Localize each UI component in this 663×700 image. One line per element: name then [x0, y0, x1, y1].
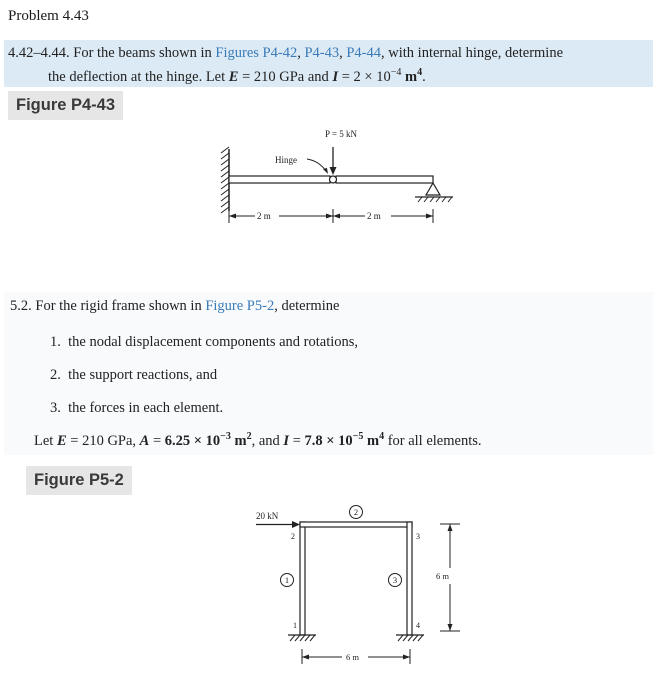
problem-1-text: For the beams shown in — [73, 45, 212, 61]
problem-2-intro-after: , determine — [274, 298, 340, 314]
hinge-leader — [307, 159, 326, 171]
fixed-wall-support — [221, 147, 229, 213]
e-unit: GPa, — [107, 432, 137, 449]
element-1-label: 1 — [284, 575, 290, 585]
list-item — [50, 367, 217, 384]
i-unit: m — [366, 432, 380, 449]
fixed-support-right — [396, 635, 424, 641]
beam-left — [229, 176, 330, 183]
roller-support — [415, 183, 453, 202]
problem-1-line-2: the deflection at the hinge. Let E = 210 GPa and $I = 2 \times 10^{-4}$ $m^4$. — [48, 67, 426, 85]
a-symbol: A — [139, 432, 150, 449]
link-figure-p4-42[interactable]: Figures P4-42 — [215, 45, 298, 61]
list-item-text: the nodal displacement components and rotations, — [68, 334, 359, 350]
column-right — [407, 522, 412, 635]
i-value: 7.8 × 10 — [304, 432, 353, 449]
page-title: Problem 4.43 — [8, 8, 89, 24]
hinge-leader-arrowhead — [323, 168, 328, 174]
i-symbol: I — [283, 432, 290, 449]
node-2-label: 2 — [291, 532, 295, 541]
problem-2-given-values: Let E = 210 GPa, $A = 6.25 \times 10^{-3}$ $m^2$, and $I = 7.8 \times 10^{-5}$ $m^4$ for all elements. — [34, 431, 482, 449]
list-item-number: 3. — [50, 400, 61, 416]
problem-1-line-1: 4.42–4.44. For the beams shown in Figures P4-42, P4-43, P4-44, with internal hinge, determine — [8, 45, 564, 61]
list-item — [50, 400, 223, 417]
figure-p5-2-diagram — [250, 500, 470, 675]
height-dimension-label: 6 m — [436, 571, 449, 581]
load-label: 20 kN — [256, 511, 279, 521]
hinge-label: Hinge — [275, 155, 297, 165]
i-unit-exp: 4 — [379, 431, 385, 442]
i-exp: −5 — [352, 431, 364, 442]
problem-1-number: 4.42–4.44. — [8, 45, 70, 61]
let-text: Let — [34, 432, 54, 449]
a-value: 6.25 × 10 — [164, 432, 221, 449]
e-unit: GPa — [279, 68, 305, 85]
dimension-right: 2 m — [367, 211, 381, 221]
link-p4-44[interactable]: P4-44 — [346, 45, 382, 61]
list-item-text: the forces in each element. — [68, 400, 224, 416]
beam-right — [336, 176, 433, 183]
i-symbol: I — [332, 68, 339, 85]
a-exp: −3 — [220, 431, 231, 442]
column-left — [300, 522, 305, 635]
and-text: , and — [251, 432, 280, 449]
i-exp: −4 — [390, 67, 402, 78]
load-arrow — [330, 147, 337, 175]
tail-text: for all elements. — [387, 432, 482, 449]
hinge-symbol — [330, 176, 337, 183]
i-value: 2 × 10 — [353, 68, 391, 85]
and-text: and — [307, 68, 329, 85]
figure-1-label: Figure P4-43 — [8, 91, 123, 120]
problem-2-intro — [10, 298, 339, 315]
beam-top — [300, 522, 412, 527]
a-unit-exp: 2 — [246, 431, 252, 442]
e-value: 210 — [253, 68, 276, 85]
problem-1-text-after: , with internal hinge, determine — [381, 45, 564, 61]
element-2-label: 2 — [353, 507, 359, 517]
element-3-label: 3 — [392, 575, 398, 585]
figure-2-label: Figure P5-2 — [26, 466, 132, 495]
list-item-number: 2. — [50, 367, 61, 383]
load-label: P = 5 kN — [325, 129, 357, 139]
a-unit: m — [234, 432, 247, 449]
e-symbol: E — [56, 432, 67, 449]
problem-2-intro-text: For the rigid frame shown in — [35, 298, 202, 314]
fixed-support-left — [288, 635, 316, 641]
list-item — [50, 334, 358, 351]
link-p4-43[interactable]: P4-43 — [304, 45, 340, 61]
i-unit-exp: 4 — [417, 67, 423, 78]
e-value: 210 — [82, 432, 104, 449]
list-item-number: 1. — [50, 334, 61, 350]
dimension-left: 2 m — [257, 211, 271, 221]
e-symbol: E — [228, 68, 239, 85]
problem-1-line2-text: the deflection at the hinge. Let — [48, 68, 226, 85]
link-figure-p5-2[interactable]: Figure P5-2 — [205, 298, 275, 314]
problem-2-number: 5.2. — [10, 298, 32, 314]
node-4-label: 4 — [416, 621, 420, 630]
i-unit: m — [404, 68, 418, 85]
figure-p4-43-diagram — [215, 125, 465, 230]
load-arrow — [256, 521, 300, 528]
node-1-label: 1 — [293, 621, 297, 630]
width-dimension-label: 6 m — [346, 652, 359, 662]
node-3-label: 3 — [416, 532, 420, 541]
list-item-text: the support reactions, and — [68, 367, 218, 383]
